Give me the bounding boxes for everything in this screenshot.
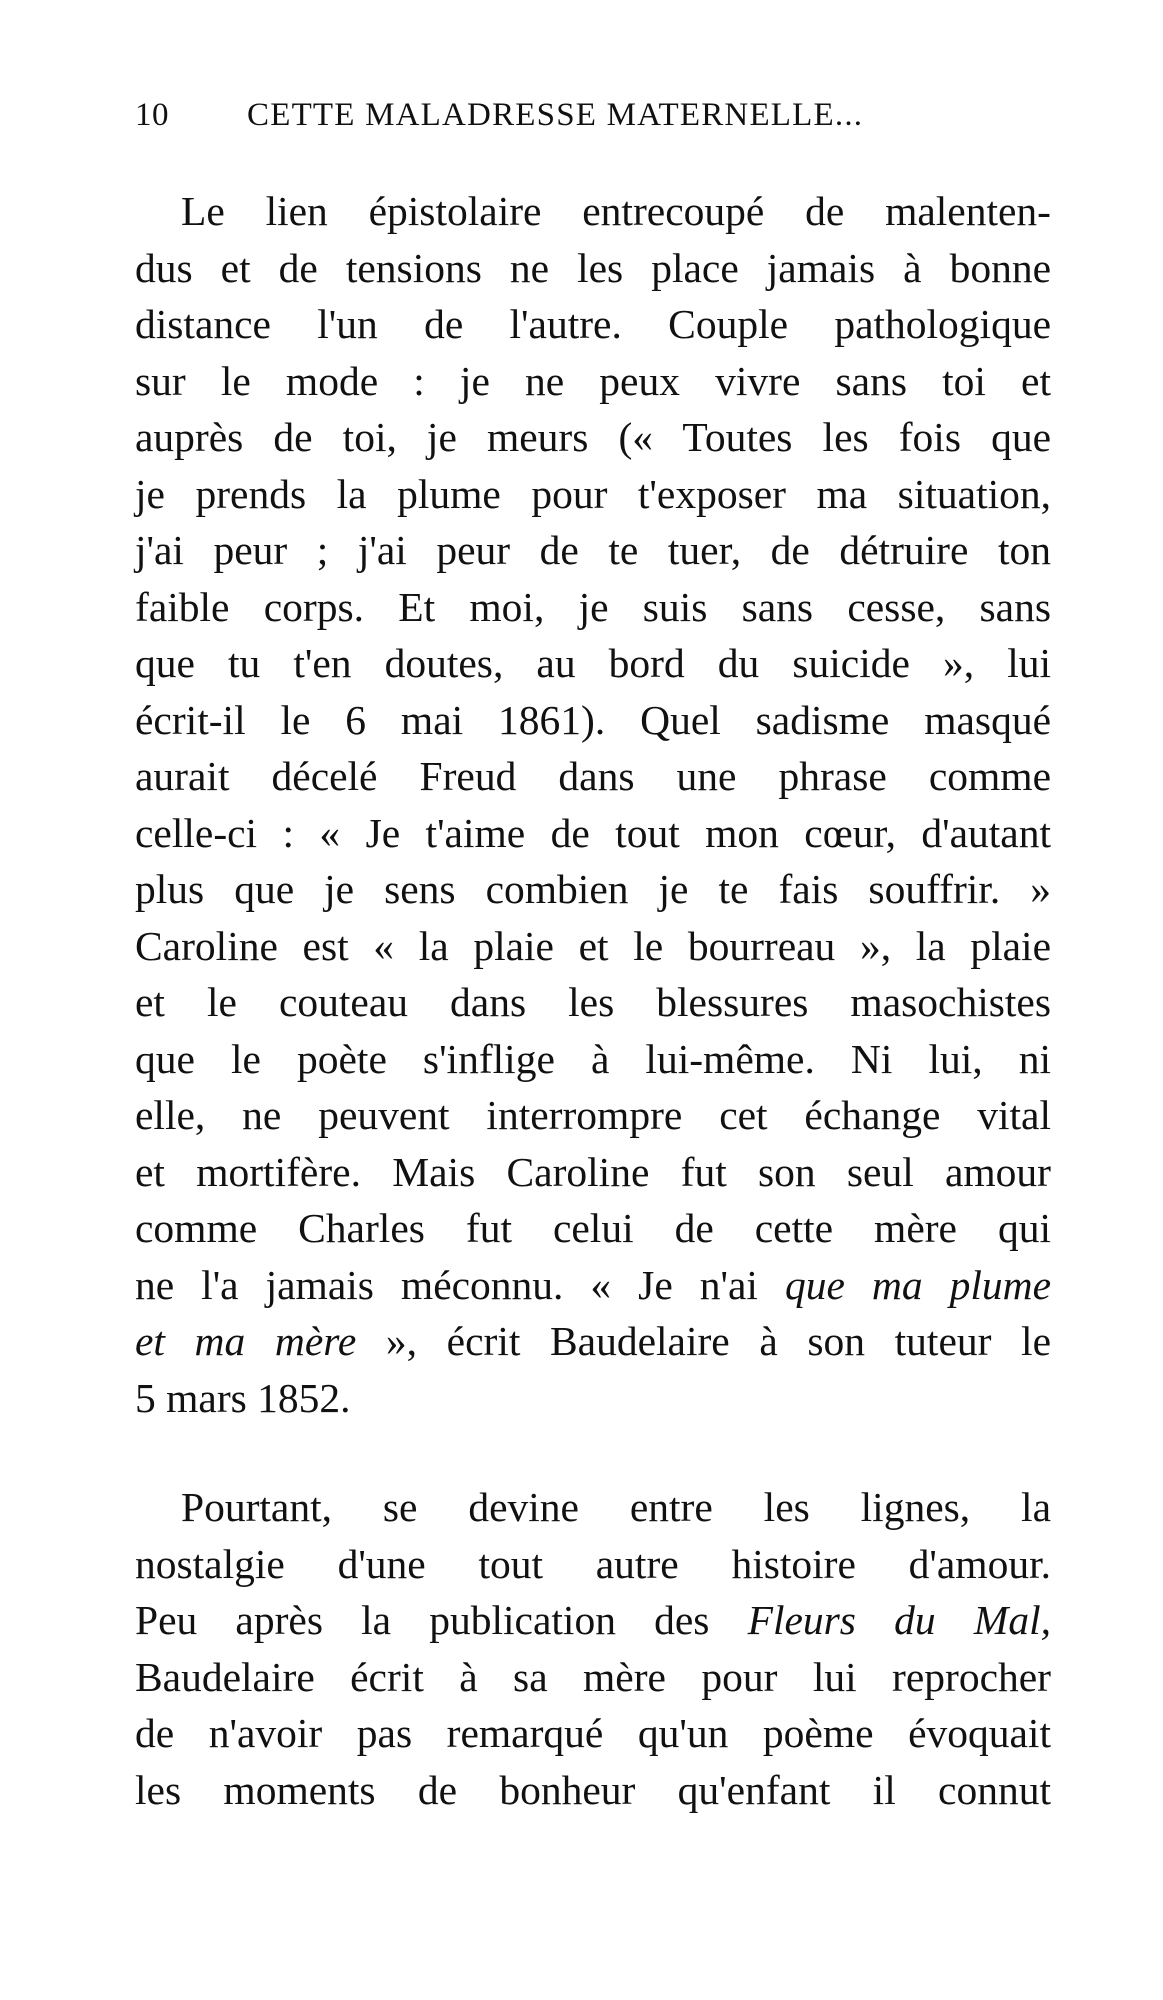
- text-run: Peu après la publication des: [135, 1597, 748, 1643]
- text-line: celle-ci : « Je t'aime de tout mon cœur, d'autant: [135, 809, 1051, 856]
- text-line: que le poète s'inflige à lui-même. Ni lui, ni: [135, 1035, 1051, 1082]
- running-head: [135, 95, 1035, 135]
- italic-quote: que ma plume: [784, 1261, 1052, 1308]
- text-line: je prends la plume pour t'exposer ma situation,: [135, 470, 1051, 517]
- text-line: Caroline est « la plaie et le bourreau », la plaie: [135, 922, 1051, 969]
- text-line: dus et de tensions ne les place jamais à bonne: [135, 244, 1051, 291]
- text-line: plus que je sens combien je te fais souffrir. »: [135, 866, 1051, 912]
- text-line: Baudelaire écrit à sa mère pour lui reprocher: [135, 1653, 1051, 1700]
- text-line: de n'avoir pas remarqué qu'un poème évoquait: [135, 1710, 1051, 1756]
- text-line: auprès de toi, je meurs (« Toutes les fois que: [135, 414, 1051, 460]
- text-line: sur le mode : je ne peux vivre sans toi et: [135, 357, 1051, 404]
- page-number: 10: [135, 97, 169, 133]
- text-line: Le lien épistolaire entrecoupé de malenten-: [181, 188, 1051, 234]
- text-line: [135, 1313, 1051, 1370]
- text-line: les moments de bonheur qu'enfant il connut: [135, 1766, 1051, 1813]
- italic-quote: et ma mère: [135, 1318, 357, 1364]
- text-line: elle, ne peuvent interrompre cet échange vital: [135, 1092, 1051, 1138]
- text-line: que tu t'en doutes, au bord du suicide », lui: [135, 640, 1051, 686]
- running-title: CETTE MALADRESSE MATERNELLE...: [247, 97, 864, 133]
- paragraph-1: [135, 183, 1051, 1426]
- paragraph-2: [135, 1479, 1051, 1818]
- text-line: [135, 1592, 1051, 1649]
- text-line: distance l'un de l'autre. Couple pathologique: [135, 301, 1051, 347]
- text-run: ne l'a jamais méconnu. « Je n'ai: [135, 1261, 785, 1308]
- text-line: j'ai peur ; j'ai peur de te tuer, de détruire ton: [135, 527, 1051, 573]
- text-line: faible corps. Et moi, je suis sans cesse, sans: [135, 583, 1051, 630]
- text-line: aurait décelé Freud dans une phrase comme: [135, 753, 1051, 799]
- text-line: écrit-il le 6 mai 1861). Quel sadisme masqué: [135, 696, 1051, 743]
- text-line: et le couteau dans les blessures masochistes: [135, 979, 1051, 1025]
- text-run: », écrit Baudelaire à son tuteur le: [356, 1318, 1051, 1364]
- text-line: comme Charles fut celui de cette mère qui: [135, 1205, 1051, 1251]
- text-line: nostalgie d'une tout autre histoire d'amour.: [135, 1540, 1051, 1587]
- text-line: Pourtant, se devine entre les lignes, la: [181, 1484, 1051, 1530]
- italic-book-title: Fleurs du Mal,: [747, 1597, 1051, 1643]
- text-line: 5 mars 1852.: [135, 1374, 351, 1421]
- text-line: [135, 1257, 1051, 1314]
- text-line: et mortifère. Mais Caroline fut son seul amour: [135, 1148, 1051, 1195]
